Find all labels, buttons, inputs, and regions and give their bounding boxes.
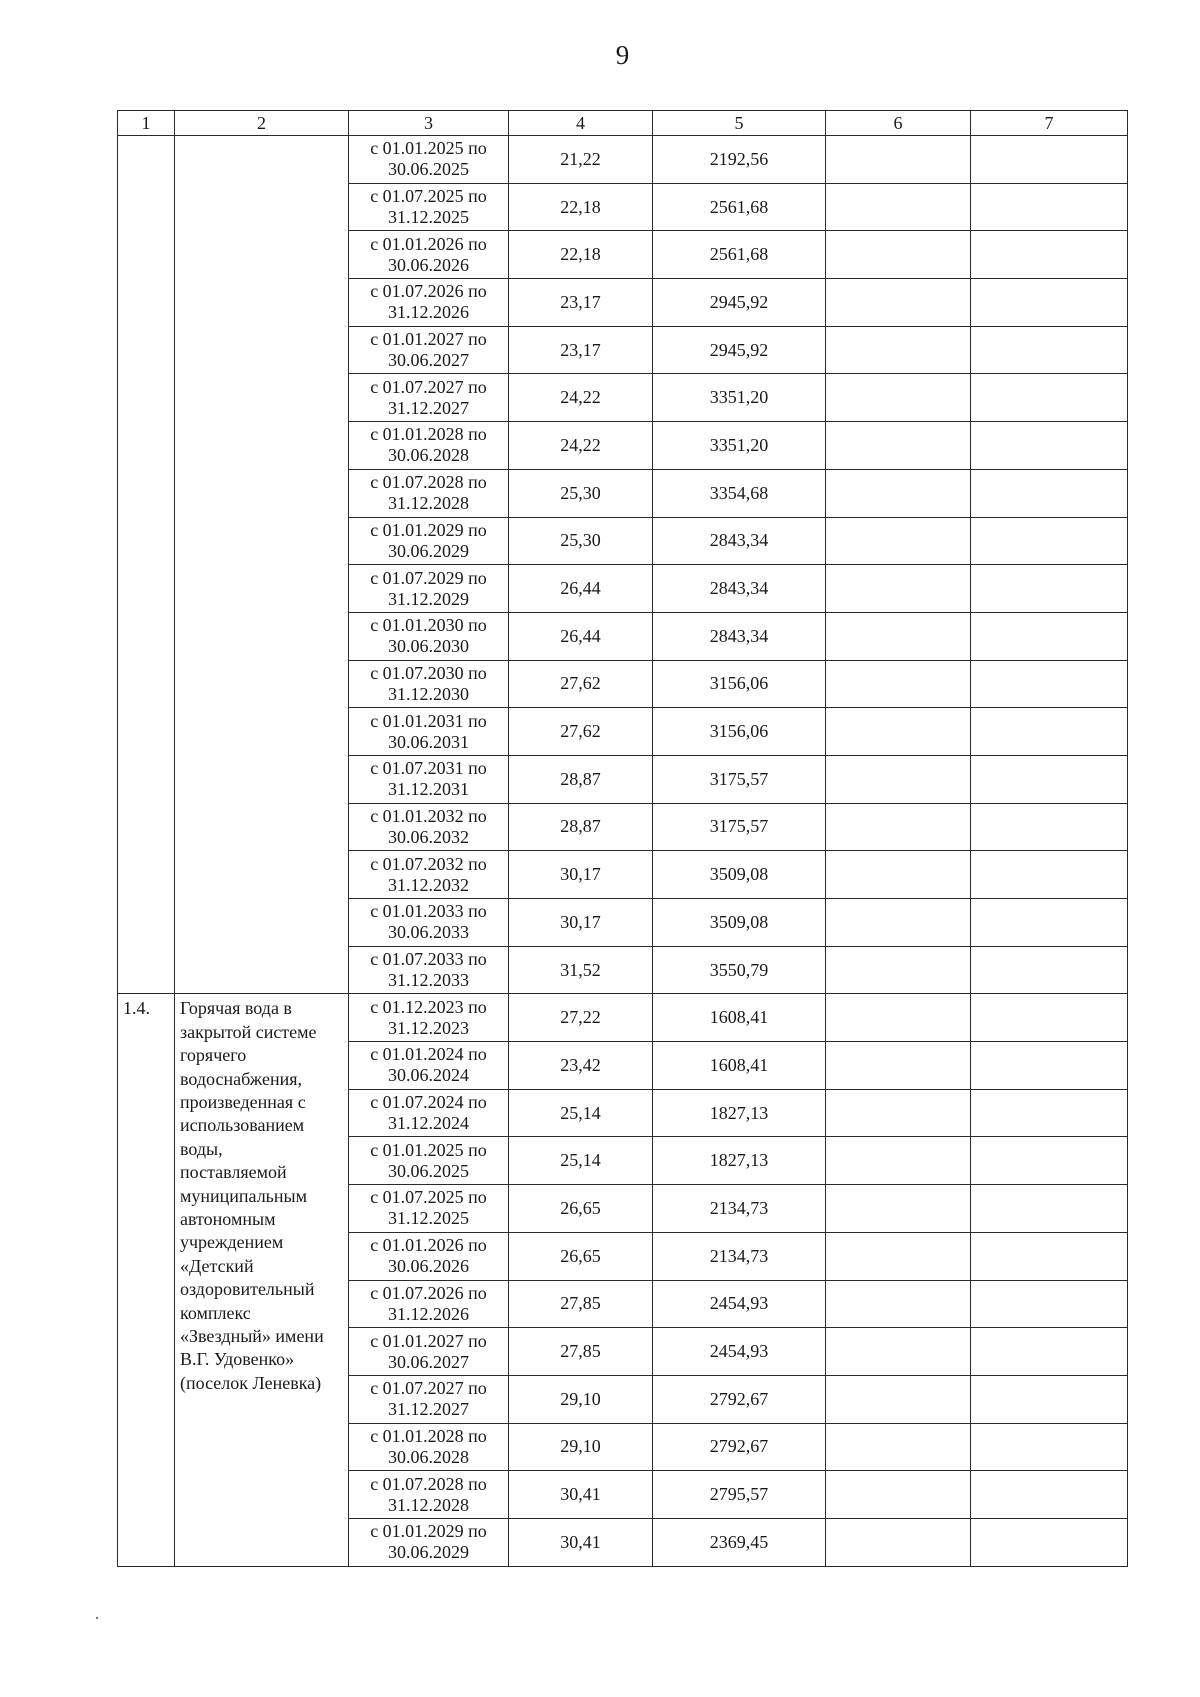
value-cell-col5: 3354,68 bbox=[653, 469, 826, 517]
empty-cell-col7 bbox=[971, 1042, 1128, 1090]
period-cell: с 01.01.2025 по 30.06.2025 bbox=[349, 136, 509, 184]
value-cell-col5: 3156,06 bbox=[653, 660, 826, 708]
header-row bbox=[118, 111, 1128, 136]
period-cell: с 01.01.2032 по 30.06.2032 bbox=[349, 803, 509, 851]
empty-cell-col7 bbox=[971, 1375, 1128, 1423]
empty-cell-col7 bbox=[971, 612, 1128, 660]
period-cell: с 01.12.2023 по 31.12.2023 bbox=[349, 994, 509, 1042]
value-cell-col4: 25,30 bbox=[509, 469, 653, 517]
value-cell-col5: 2792,67 bbox=[653, 1375, 826, 1423]
period-cell: с 01.07.2027 по 31.12.2027 bbox=[349, 374, 509, 422]
empty-cell-col6 bbox=[826, 1328, 971, 1376]
value-cell-col5: 3509,08 bbox=[653, 851, 826, 899]
period-cell: с 01.07.2026 по 31.12.2026 bbox=[349, 1280, 509, 1328]
value-cell-col4: 25,14 bbox=[509, 1089, 653, 1137]
empty-cell-col7 bbox=[971, 660, 1128, 708]
period-cell: с 01.07.2031 по 31.12.2031 bbox=[349, 755, 509, 803]
table-row bbox=[118, 994, 1128, 1042]
value-cell-col5: 2561,68 bbox=[653, 231, 826, 279]
empty-cell-col7 bbox=[971, 899, 1128, 947]
value-cell-col5: 1608,41 bbox=[653, 994, 826, 1042]
value-cell-col4: 24,22 bbox=[509, 422, 653, 470]
empty-cell-col7 bbox=[971, 946, 1128, 994]
empty-cell-col7 bbox=[971, 708, 1128, 756]
value-cell-col4: 28,87 bbox=[509, 755, 653, 803]
column-header: 4 bbox=[509, 111, 653, 136]
empty-cell-col7 bbox=[971, 1423, 1128, 1471]
empty-cell-col6 bbox=[826, 279, 971, 327]
empty-cell-col7 bbox=[971, 326, 1128, 374]
period-cell: с 01.07.2028 по 31.12.2028 bbox=[349, 469, 509, 517]
description-line: поставляемой bbox=[180, 1162, 287, 1183]
empty-cell-col6 bbox=[826, 1518, 971, 1566]
value-cell-col4: 27,22 bbox=[509, 994, 653, 1042]
period-cell: с 01.07.2029 по 31.12.2029 bbox=[349, 565, 509, 613]
empty-cell-col7 bbox=[971, 1089, 1128, 1137]
value-cell-col5: 2945,92 bbox=[653, 279, 826, 327]
value-cell-col4: 25,30 bbox=[509, 517, 653, 565]
empty-cell-col6 bbox=[826, 1375, 971, 1423]
item-number-cell: 1.4. bbox=[118, 994, 175, 1566]
empty-cell-col6 bbox=[826, 374, 971, 422]
description-line: учреждением bbox=[180, 1232, 284, 1253]
value-cell-col5: 2843,34 bbox=[653, 565, 826, 613]
empty-cell-col7 bbox=[971, 803, 1128, 851]
empty-cell-col7 bbox=[971, 469, 1128, 517]
description-line: оздоровительный bbox=[180, 1279, 315, 1300]
description-line: «Звездный» имени bbox=[180, 1326, 324, 1347]
table-row bbox=[118, 136, 1128, 184]
period-cell: с 01.01.2026 по 30.06.2026 bbox=[349, 1232, 509, 1280]
value-cell-col4: 28,87 bbox=[509, 803, 653, 851]
period-cell: с 01.01.2024 по 30.06.2024 bbox=[349, 1042, 509, 1090]
value-cell-col4: 23,17 bbox=[509, 279, 653, 327]
value-cell-col5: 2561,68 bbox=[653, 183, 826, 231]
empty-cell-col6 bbox=[826, 660, 971, 708]
empty-cell-col7 bbox=[971, 851, 1128, 899]
period-cell: с 01.01.2025 по 30.06.2025 bbox=[349, 1137, 509, 1185]
empty-cell-col6 bbox=[826, 994, 971, 1042]
period-cell: с 01.01.2026 по 30.06.2026 bbox=[349, 231, 509, 279]
item-number-cell bbox=[118, 136, 175, 994]
empty-cell-col6 bbox=[826, 708, 971, 756]
value-cell-col5: 3351,20 bbox=[653, 374, 826, 422]
value-cell-col5: 2795,57 bbox=[653, 1471, 826, 1519]
value-cell-col4: 27,62 bbox=[509, 708, 653, 756]
value-cell-col4: 26,44 bbox=[509, 612, 653, 660]
empty-cell-col6 bbox=[826, 183, 971, 231]
column-header: 7 bbox=[971, 111, 1128, 136]
period-cell: с 01.07.2032 по 31.12.2032 bbox=[349, 851, 509, 899]
empty-cell-col7 bbox=[971, 231, 1128, 279]
empty-cell-col7 bbox=[971, 565, 1128, 613]
empty-cell-col7 bbox=[971, 1280, 1128, 1328]
description-line: автономным bbox=[180, 1209, 276, 1230]
empty-cell-col6 bbox=[826, 517, 971, 565]
value-cell-col5: 3156,06 bbox=[653, 708, 826, 756]
value-cell-col5: 3175,57 bbox=[653, 803, 826, 851]
period-cell: с 01.07.2025 по 31.12.2025 bbox=[349, 1185, 509, 1233]
empty-cell-col6 bbox=[826, 565, 971, 613]
empty-cell-col7 bbox=[971, 1518, 1128, 1566]
description-line: использованием bbox=[180, 1115, 305, 1136]
value-cell-col5: 3550,79 bbox=[653, 946, 826, 994]
empty-cell-col6 bbox=[826, 1185, 971, 1233]
empty-cell-col6 bbox=[826, 612, 971, 660]
value-cell-col4: 27,85 bbox=[509, 1328, 653, 1376]
value-cell-col5: 2843,34 bbox=[653, 517, 826, 565]
value-cell-col5: 1827,13 bbox=[653, 1089, 826, 1137]
empty-cell-col6 bbox=[826, 1280, 971, 1328]
value-cell-col5: 1827,13 bbox=[653, 1137, 826, 1185]
empty-cell-col6 bbox=[826, 755, 971, 803]
value-cell-col4: 23,42 bbox=[509, 1042, 653, 1090]
empty-cell-col7 bbox=[971, 279, 1128, 327]
value-cell-col5: 2369,45 bbox=[653, 1518, 826, 1566]
empty-cell-col7 bbox=[971, 1137, 1128, 1185]
value-cell-col5: 2454,93 bbox=[653, 1280, 826, 1328]
column-header: 5 bbox=[653, 111, 826, 136]
empty-cell-col6 bbox=[826, 1137, 971, 1185]
empty-cell-col6 bbox=[826, 136, 971, 184]
value-cell-col4: 23,17 bbox=[509, 326, 653, 374]
empty-cell-col6 bbox=[826, 899, 971, 947]
empty-cell-col6 bbox=[826, 803, 971, 851]
description-line: закрытой системе bbox=[180, 1021, 317, 1042]
description-line: муниципальным bbox=[180, 1185, 308, 1206]
description-line: В.Г. Удовенко» bbox=[180, 1349, 295, 1370]
value-cell-col5: 2192,56 bbox=[653, 136, 826, 184]
period-cell: с 01.01.2033 по 30.06.2033 bbox=[349, 899, 509, 947]
empty-cell-col7 bbox=[971, 136, 1128, 184]
value-cell-col4: 22,18 bbox=[509, 231, 653, 279]
value-cell-col4: 24,22 bbox=[509, 374, 653, 422]
description-line: «Детский bbox=[180, 1255, 254, 1276]
period-cell: с 01.07.2024 по 31.12.2024 bbox=[349, 1089, 509, 1137]
value-cell-col4: 29,10 bbox=[509, 1423, 653, 1471]
value-cell-col5: 2134,73 bbox=[653, 1185, 826, 1233]
value-cell-col4: 25,14 bbox=[509, 1137, 653, 1185]
value-cell-col5: 2792,67 bbox=[653, 1423, 826, 1471]
description-line: горячего bbox=[180, 1045, 247, 1066]
empty-cell-col6 bbox=[826, 231, 971, 279]
value-cell-col4: 30,17 bbox=[509, 851, 653, 899]
value-cell-col5: 2454,93 bbox=[653, 1328, 826, 1376]
empty-cell-col6 bbox=[826, 1042, 971, 1090]
table-body bbox=[118, 136, 1128, 1567]
value-cell-col5: 2843,34 bbox=[653, 612, 826, 660]
empty-cell-col6 bbox=[826, 326, 971, 374]
empty-cell-col6 bbox=[826, 1232, 971, 1280]
scan-speck bbox=[96, 1617, 98, 1619]
period-cell: с 01.07.2025 по 31.12.2025 bbox=[349, 183, 509, 231]
empty-cell-col6 bbox=[826, 1089, 971, 1137]
empty-cell-col7 bbox=[971, 1232, 1128, 1280]
item-description-cell bbox=[175, 136, 349, 994]
description-line: произведенная с bbox=[180, 1092, 306, 1112]
value-cell-col4: 21,22 bbox=[509, 136, 653, 184]
period-cell: с 01.01.2031 по 30.06.2031 bbox=[349, 708, 509, 756]
empty-cell-col6 bbox=[826, 422, 971, 470]
empty-cell-col7 bbox=[971, 994, 1128, 1042]
empty-cell-col7 bbox=[971, 374, 1128, 422]
page-number: 9 bbox=[615, 40, 630, 70]
empty-cell-col6 bbox=[826, 1471, 971, 1519]
value-cell-col4: 30,17 bbox=[509, 899, 653, 947]
value-cell-col5: 3351,20 bbox=[653, 422, 826, 470]
empty-cell-col7 bbox=[971, 1328, 1128, 1376]
value-cell-col4: 31,52 bbox=[509, 946, 653, 994]
description-line: Горячая вода в bbox=[180, 998, 292, 1019]
column-header: 2 bbox=[175, 111, 349, 136]
value-cell-col4: 22,18 bbox=[509, 183, 653, 231]
value-cell-col5: 3175,57 bbox=[653, 755, 826, 803]
period-cell: с 01.01.2027 по 30.06.2027 bbox=[349, 1328, 509, 1376]
column-header: 3 bbox=[349, 111, 509, 136]
description-line: водоснабжения, bbox=[180, 1068, 303, 1089]
item-description-cell bbox=[175, 994, 349, 1566]
column-header: 6 bbox=[826, 111, 971, 136]
empty-cell-col6 bbox=[826, 851, 971, 899]
empty-cell-col7 bbox=[971, 755, 1128, 803]
empty-cell-col7 bbox=[971, 183, 1128, 231]
empty-cell-col7 bbox=[971, 517, 1128, 565]
period-cell: с 01.07.2028 по 31.12.2028 bbox=[349, 1471, 509, 1519]
period-cell: с 01.01.2030 по 30.06.2030 bbox=[349, 612, 509, 660]
empty-cell-col6 bbox=[826, 469, 971, 517]
period-cell: с 01.07.2030 по 31.12.2030 bbox=[349, 660, 509, 708]
value-cell-col4: 29,10 bbox=[509, 1375, 653, 1423]
period-cell: с 01.01.2027 по 30.06.2027 bbox=[349, 326, 509, 374]
value-cell-col4: 27,62 bbox=[509, 660, 653, 708]
empty-cell-col6 bbox=[826, 1423, 971, 1471]
tariff-table bbox=[117, 110, 1128, 1567]
empty-cell-col7 bbox=[971, 1185, 1128, 1233]
value-cell-col5: 3509,08 bbox=[653, 899, 826, 947]
period-cell: с 01.07.2027 по 31.12.2027 bbox=[349, 1375, 509, 1423]
empty-cell-col6 bbox=[826, 946, 971, 994]
period-cell: с 01.01.2029 по 30.06.2029 bbox=[349, 1518, 509, 1566]
period-cell: с 01.07.2033 по 31.12.2033 bbox=[349, 946, 509, 994]
value-cell-col4: 26,65 bbox=[509, 1232, 653, 1280]
description-line: комплекс bbox=[180, 1302, 251, 1323]
period-cell: с 01.07.2026 по 31.12.2026 bbox=[349, 279, 509, 327]
value-cell-col5: 1608,41 bbox=[653, 1042, 826, 1090]
value-cell-col5: 2945,92 bbox=[653, 326, 826, 374]
value-cell-col4: 26,65 bbox=[509, 1185, 653, 1233]
value-cell-col4: 30,41 bbox=[509, 1518, 653, 1566]
description-line: (поселок Леневка) bbox=[180, 1372, 322, 1393]
value-cell-col5: 2134,73 bbox=[653, 1232, 826, 1280]
empty-cell-col7 bbox=[971, 422, 1128, 470]
value-cell-col4: 30,41 bbox=[509, 1471, 653, 1519]
description-line: воды, bbox=[180, 1138, 223, 1159]
value-cell-col4: 27,85 bbox=[509, 1280, 653, 1328]
value-cell-col4: 26,44 bbox=[509, 565, 653, 613]
column-header: 1 bbox=[118, 111, 175, 136]
period-cell: с 01.01.2028 по 30.06.2028 bbox=[349, 1423, 509, 1471]
period-cell: с 01.01.2028 по 30.06.2028 bbox=[349, 422, 509, 470]
empty-cell-col7 bbox=[971, 1471, 1128, 1519]
period-cell: с 01.01.2029 по 30.06.2029 bbox=[349, 517, 509, 565]
